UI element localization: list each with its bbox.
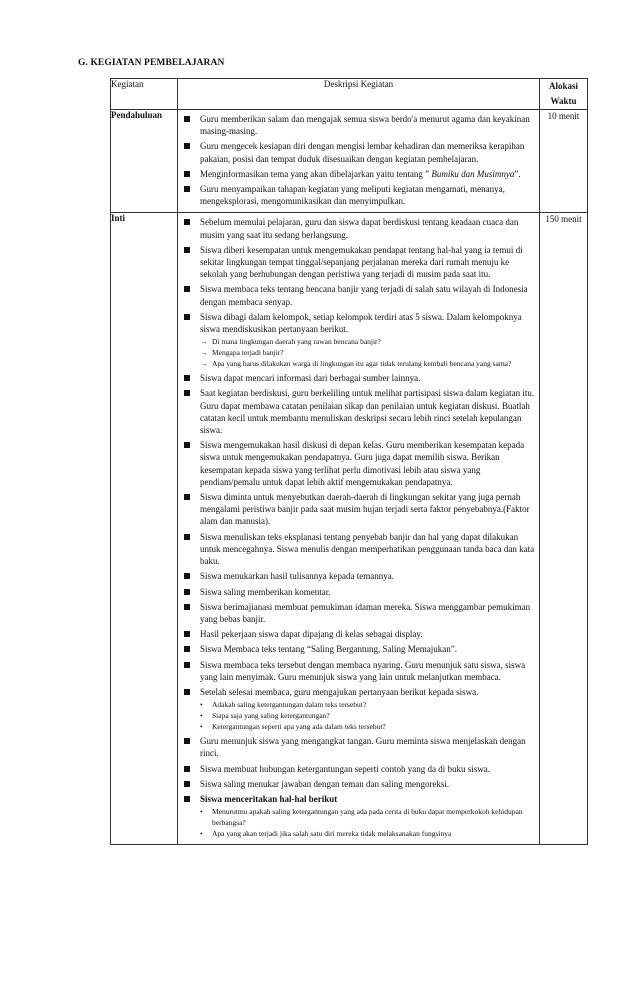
activity-text: Siswa membaca teks tersebut dengan membaca nyaring. Guru menunjuk satu siswa, siswa yang lain menyimak. Guru menunjuk siswa yang lain untuk melanjutkan membaca. (200, 659, 526, 682)
square-bullet-icon (184, 494, 190, 500)
sub-question-text: Di mana lingkungan daerah yang rawan bencana banjir? (212, 337, 381, 347)
square-bullet-icon (184, 573, 190, 579)
arrow-right-icon: → (200, 359, 208, 369)
square-bullet-icon (184, 534, 190, 540)
activity-item (178, 387, 539, 436)
activity-text: Setelah selesai membaca, guru mengajukan pertanyaan berikut kepada siswa. (200, 686, 479, 697)
square-bullet-icon (184, 689, 190, 695)
square-bullet-icon (184, 604, 190, 610)
activity-item (178, 643, 539, 655)
square-bullet-icon (184, 442, 190, 448)
activity-text: Siswa menceritakan hal-hal berikut (200, 793, 338, 804)
square-bullet-icon (184, 646, 190, 652)
table-row (111, 213, 588, 845)
square-bullet-icon (184, 143, 190, 149)
dot-bullet-icon: • (200, 722, 203, 732)
activity-item (178, 628, 539, 640)
activity-text-tail: ”. (514, 168, 521, 179)
sub-question-text: Apa yang akan terjadi jika salah satu diri mereka tidak melaksanakan fungsinya (212, 829, 452, 839)
sub-question-item (200, 347, 535, 358)
activity-item (178, 168, 539, 180)
sub-question-list (200, 806, 535, 839)
phase-cell: Pendahuluan (111, 110, 178, 213)
activity-item (178, 531, 539, 568)
activity-item (178, 216, 539, 240)
table-row (111, 110, 588, 213)
sub-question-text: Mengapa terjadi banjir? (212, 348, 284, 358)
sub-question-item (200, 358, 535, 369)
activity-text: Siswa saling memberikan komentar. (200, 586, 331, 597)
activity-text: Siswa menukarkan hasil tulisannya kepada temannya. (200, 571, 394, 582)
square-bullet-icon (184, 390, 190, 396)
sub-question-text: Siapa saja yang saling ketergantungan? (212, 711, 330, 721)
activity-item (178, 244, 539, 281)
activity-list (178, 110, 539, 212)
activity-text: Siswa mengemukakan hasil diskusi di depan kelas. Guru memberikan kesempatan kepada siswa untuk mengemukakan pendapatnya. Guru juga dapat memilih siswa. Berikan kesempatan kepada siswa yang terlihat perlu dimotivasi lebih atau siswa yang pendiam/pemalu untuk dapat lebih aktif mengemukakan pendapatnya. (200, 440, 525, 487)
sub-question-list (200, 699, 535, 732)
sub-question-item (200, 710, 535, 721)
activity-text: Siswa dibagi dalam kelompok, setiap kelompok terdiri atas 5 siswa. Dalam kelompoknya siswa mendiskusikan pertanyaan berikut. (200, 311, 522, 335)
sub-question-item (200, 699, 535, 710)
activity-text: Siswa membuat hubungan ketergantungan seperti contoh yang da di buku siswa. (200, 763, 491, 774)
activity-text: Guru memberikan salam dan mengajak semua siswa berdo'a menurut agama dan keyakinan masing-masing. (200, 114, 530, 137)
activity-item (178, 311, 539, 369)
sub-question-text: Menurutmu apakah saling ketergantungan yang ada pada cerita di buku dapat memperkokoh kehidupan berbangsa? (212, 807, 523, 828)
description-cell (178, 110, 540, 213)
phase-cell: Inti (111, 213, 178, 845)
activity-text: Guru menunjuk siswa yang mengangkat tangan. Guru meminta siswa menjelaskan dengan rinci. (200, 736, 526, 759)
activity-item (178, 793, 539, 839)
activity-text: Saat kegiatan berdiskusi, guru berkeliling untuk melihat partisipasi siswa dalam kegiatan itu. Guru dapat membawa catatan penilaian sikap dan penilaian untuk kegiatan diskusi. Buatlah catatan kecil untuk membantu menuliskan deskripsi secara lebih rinci setelah kepulangan siswa. (200, 388, 535, 436)
square-bullet-icon (184, 781, 190, 787)
section-heading: G. KEGIATAN PEMBELAJARAN (78, 58, 225, 68)
square-bullet-icon (184, 589, 190, 595)
activity-item (178, 140, 539, 164)
activity-text: Siswa diberi kesempatan untuk mengemukakan pendapat tentang hal-hal yang ia temui di sekitar lingkungan tempat tinggal/sepanjang perjalanan mereka dari rumah menuju ke sekolah yang berhubungan dengan peristiwa yang terjadi di musim pada saat itu. (200, 244, 523, 280)
square-bullet-icon (184, 186, 190, 192)
arrow-right-icon: → (200, 348, 208, 358)
header-phase: Kegiatan (111, 79, 178, 110)
activity-item (178, 601, 539, 625)
activity-item (178, 439, 539, 488)
activity-text: Siswa berimajianasi membuat pemukiman idaman mereka. Siswa menggambar pemukiman yang bebas banjir. (200, 601, 531, 624)
time-allocation-cell: 10 menit (540, 110, 588, 213)
activity-text: Siswa Membaca teks tentang “Saling Bergantung, Saling Memajukan”. (200, 644, 458, 655)
activity-text: Siswa saling menukar jawaban dengan teman dan saling mengoreksi. (200, 778, 450, 789)
activity-item (178, 735, 539, 759)
activity-item (178, 778, 539, 790)
dot-bullet-icon: • (200, 829, 203, 839)
activity-theme-italic: Bumiku dan Musimnya (431, 168, 515, 179)
header-description: Deskripsi Kegiatan (178, 79, 540, 110)
header-time-allocation: Alokasi Waktu (540, 79, 588, 110)
lesson-activities-table (110, 78, 588, 845)
description-cell (178, 213, 540, 845)
activity-item (178, 570, 539, 582)
square-bullet-icon (184, 116, 190, 122)
dot-bullet-icon: • (200, 700, 203, 710)
square-bullet-icon (184, 171, 190, 177)
square-bullet-icon (184, 219, 190, 225)
activity-item (178, 686, 539, 732)
activity-item (178, 372, 539, 384)
sub-question-item (200, 721, 535, 732)
activity-text: Guru menyampaikan tahapan kegiatan yang meliputi kegiatan mengamati, menanya, mengeksplorasi, mengomunikasikan dan menyimpulkan. (200, 184, 505, 207)
activity-text: Hasil pekerjaan siswa dapat dipajang di kelas sebagai display. (200, 629, 423, 640)
activity-item (178, 183, 539, 207)
sub-question-text: Ketergantungan seperti apa yang ada dalam teks tersebut? (212, 722, 386, 732)
activity-item (178, 283, 539, 307)
sub-question-text: Adakah saling ketergantungan dalam teks tersebut? (212, 700, 367, 710)
square-bullet-icon (184, 631, 190, 637)
square-bullet-icon (184, 375, 190, 381)
activity-list (178, 213, 539, 844)
activity-item (178, 659, 539, 683)
activity-text: Siswa menuliskan teks eksplanasi tentang penyebab banjir dan hal yang dapat dilakukan untuk mencegahnya. Siswa menulis dengan memperhatikan penggunaan tanda baca dan kata baku. (200, 531, 535, 567)
activity-item (178, 586, 539, 598)
arrow-right-icon: → (200, 337, 208, 347)
activity-text: Siswa membaca teks tentang bencana banjir yang terjadi di salah satu wilayah di Indonesia dengan membaca senyap. (200, 284, 528, 307)
square-bullet-icon (184, 796, 190, 802)
activity-text: Siswa dapat mencari informasi dari berbagai sumber lainnya. (200, 373, 421, 384)
square-bullet-icon (184, 766, 190, 772)
activity-text: Siswa diminta untuk menyebutkan daerah-daerah di lingkungan sekitar yang juga pernah mengalami peristiwa banjir pada saat musim hujan terjadi serta faktor penyebabnya.(Faktor alam dan manusia). (200, 492, 530, 527)
activity-text: Guru mengecek kesiapan diri dengan mengisi lembar kehadiran dan memeriksa kerapihan pakaian, posisi dan tempat duduk disesuaikan dengan kegiatan pembelajaran. (200, 141, 525, 164)
sub-question-item (200, 336, 535, 347)
square-bullet-icon (184, 662, 190, 668)
sub-question-item (200, 828, 535, 839)
activity-item (178, 113, 539, 137)
activity-item (178, 763, 539, 775)
activity-item (178, 491, 539, 528)
square-bullet-icon (184, 286, 190, 292)
time-allocation-cell: 150 menit (540, 213, 588, 845)
sub-question-list (200, 336, 535, 369)
table-header-row (111, 79, 588, 110)
dot-bullet-icon: • (200, 711, 203, 721)
square-bullet-icon (184, 314, 190, 320)
activity-text: Sebelum memulai pelajaran, guru dan siswa dapat berdiskusi tentang keadaan cuaca dan musim yang saat itu sedang berlangsung. (200, 217, 519, 240)
sub-question-item (200, 806, 535, 828)
square-bullet-icon (184, 738, 190, 744)
dot-bullet-icon: • (200, 807, 203, 817)
activity-text: Menginformasikan tema yang akan dibelajarkan yaitu tentang ” (200, 168, 432, 179)
sub-question-text: Apa yang harus dilakukan warga di lingkungan itu agar tidak terulang kembali bencana yang sama? (212, 359, 512, 369)
square-bullet-icon (184, 247, 190, 253)
